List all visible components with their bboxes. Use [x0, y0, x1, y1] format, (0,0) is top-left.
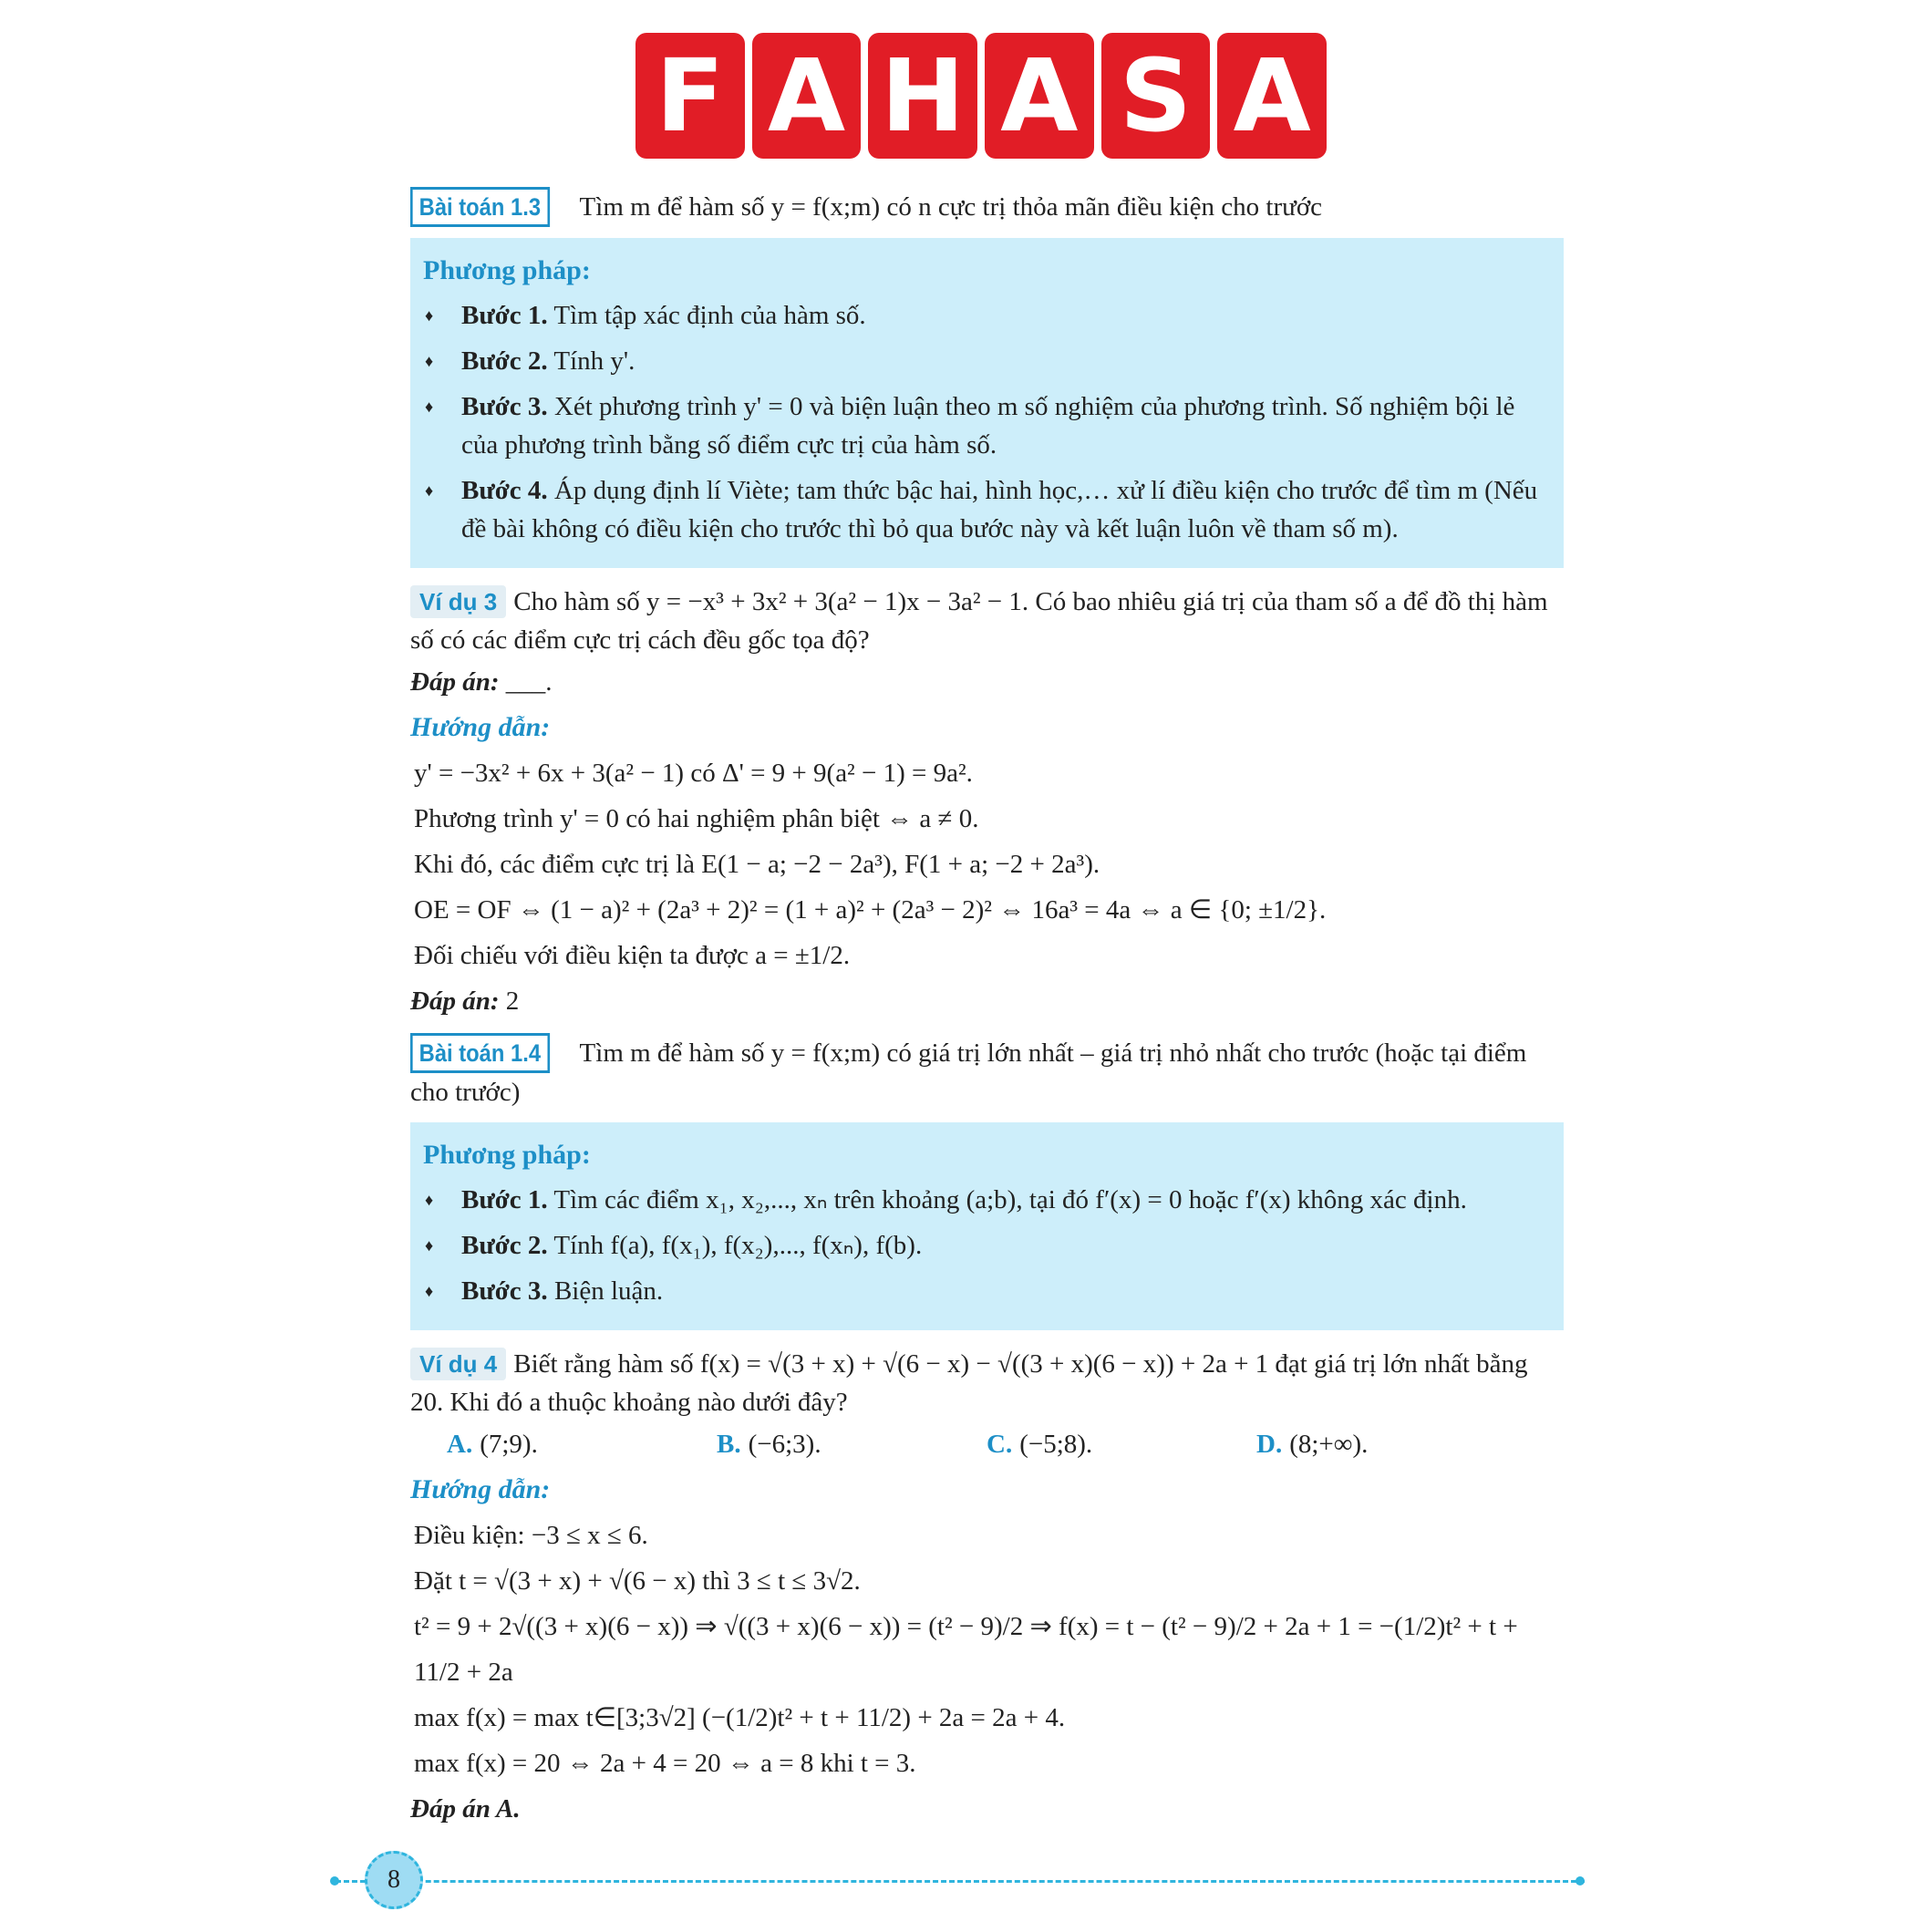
method-step	[423, 1181, 1551, 1219]
solution-line: Đối chiếu với điều kiện ta được a = ±1/2.	[414, 941, 851, 970]
problem-title: Tìm m để hàm số y = f(x;m) có n cực trị thỏa mãn điều kiện cho trước	[579, 192, 1323, 222]
choice-letter: D.	[1256, 1430, 1283, 1459]
step-text: Áp dụng định lí Viète; tam thức bậc hai, hình học,… xử lí điều kiện cho trước để tìm m (Nếu đề bài không có điều kiện cho trước thì bỏ qua bước này và kết luận luôn về tham số m).	[461, 476, 1538, 543]
choice-letter: C.	[987, 1430, 1013, 1459]
solution-line: Đặt t = √(3 + x) + √(6 − x) thì 3 ≤ t ≤ 3√2.	[414, 1566, 861, 1596]
step-label: Bước 2.	[461, 346, 548, 376]
method-step	[423, 342, 1551, 380]
logo-letter: F	[635, 33, 745, 159]
problem-title: Tìm m để hàm số y = f(x;m) có giá trị lớn nhất – giá trị nhỏ nhất cho trước (hoặc tại điểm cho trước)	[410, 1038, 1527, 1107]
logo-letter: H	[868, 33, 977, 159]
choice-letter: A.	[447, 1430, 473, 1459]
solution-line: Khi đó, các điểm cực trị là E(1 − a; −2 − 2a³), F(1 + a; −2 + 2a³).	[414, 850, 1100, 879]
step-text: Tính f(a), f(x₁), f(x₂),..., f(xₙ), f(b).	[547, 1231, 923, 1260]
solution-line: Phương trình y' = 0 có hai nghiệm phân biệt ⇔ a ≠ 0.	[414, 804, 979, 833]
guide-label: Hướng dẫn:	[410, 712, 551, 742]
page-number: 8	[365, 1851, 423, 1909]
answer-line	[410, 659, 1564, 705]
problem-tag: Bài toán 1.3	[410, 187, 550, 227]
choice-letter: B.	[717, 1430, 741, 1459]
logo-letter: A	[752, 33, 862, 159]
guide-label: Hướng dẫn:	[410, 1474, 551, 1504]
logo-letter: S	[1101, 33, 1211, 159]
step-label: Bước 3.	[461, 392, 548, 421]
example-3-question	[410, 583, 1564, 659]
solution-line: max f(x) = 20 ⇔ 2a + 4 = 20 ⇔ a = 8 khi t = 3.	[414, 1749, 916, 1778]
fahasa-logo	[635, 33, 1327, 159]
answer-label: Đáp án:	[410, 667, 500, 697]
answer-label: Đáp án:	[410, 987, 500, 1016]
diamond-bullet-icon: ♦	[425, 306, 434, 325]
divider-dot-icon	[1576, 1876, 1585, 1886]
page-content	[410, 187, 1564, 1832]
final-answer: Đáp án A.	[410, 1794, 521, 1824]
step-label: Bước 1.	[461, 301, 548, 330]
example-tag: Ví dụ 3	[410, 585, 506, 618]
choice-value: (−5;8).	[1019, 1430, 1093, 1459]
diamond-bullet-icon: ♦	[425, 398, 434, 416]
method-step	[423, 296, 1551, 335]
diamond-bullet-icon: ♦	[425, 1236, 434, 1255]
solution-line: max f(x) = max t∈[3;3√2] (−(1/2)t² + t + 11/2) + 2a = 2a + 4.	[414, 1703, 1066, 1732]
diamond-bullet-icon: ♦	[425, 481, 434, 500]
method-step	[423, 1272, 1551, 1310]
step-text: Tìm tập xác định của hàm số.	[547, 301, 866, 330]
problem-1-3-heading	[410, 187, 1564, 227]
choice-d[interactable]	[1256, 1421, 1526, 1467]
answer-blank: ___.	[499, 667, 553, 697]
step-label: Bước 2.	[461, 1231, 548, 1260]
diamond-bullet-icon: ♦	[425, 352, 434, 370]
method-title: Phương pháp:	[423, 255, 591, 285]
example-4-question	[410, 1345, 1564, 1421]
diamond-bullet-icon: ♦	[425, 1282, 434, 1300]
method-step	[423, 1226, 1551, 1265]
step-label: Bước 4.	[461, 476, 548, 505]
choice-c[interactable]	[987, 1421, 1256, 1467]
choice-b[interactable]	[717, 1421, 987, 1467]
question-text: Biết rằng hàm số f(x) = √(3 + x) + √(6 − x) − √((3 + x)(6 − x)) + 2a + 1 đạt giá trị lớn nhất bằng 20. Khi đó a thuộc khoảng nào dưới đây?	[410, 1349, 1528, 1417]
method-title: Phương pháp:	[423, 1140, 591, 1170]
method-box	[410, 1122, 1564, 1330]
problem-tag: Bài toán 1.4	[410, 1033, 550, 1073]
choice-value: (8;+∞).	[1289, 1430, 1369, 1459]
logo-letter: A	[1217, 33, 1327, 159]
step-label: Bước 3.	[461, 1276, 548, 1306]
example-tag: Ví dụ 4	[410, 1348, 506, 1380]
choice-value: (−6;3).	[748, 1430, 821, 1459]
solution-line: y' = −3x² + 6x + 3(a² − 1) có Δ' = 9 + 9(a² − 1) = 9a².	[414, 759, 973, 788]
solution-line: t² = 9 + 2√((3 + x)(6 − x)) ⇒ √((3 + x)(6 − x)) = (t² − 9)/2 ⇒ f(x) = t − (t² − 9)/2 + 2a + 1 = −(1/2)t² + t + 11/2 + 2a	[414, 1612, 1518, 1687]
final-answer	[410, 978, 1564, 1024]
step-text: Xét phương trình y' = 0 và biện luận theo m số nghiệm của phương trình. Số nghiệm bội lẻ của phương trình bằng số điểm cực trị của hàm số.	[461, 392, 1515, 460]
solution-line: OE = OF ⇔ (1 − a)² + (2a³ + 2)² = (1 + a)² + (2a³ − 2)² ⇔ 16a³ = 4a ⇔ a ∈ {0; ±1/2}.	[414, 895, 1327, 925]
diamond-bullet-icon: ♦	[425, 1191, 434, 1209]
step-label: Bước 1.	[461, 1185, 548, 1214]
step-text: Biện luận.	[547, 1276, 664, 1306]
solution-line: Điều kiện: −3 ≤ x ≤ 6.	[414, 1521, 648, 1550]
logo-letter: A	[985, 33, 1094, 159]
answer-choices	[410, 1421, 1564, 1467]
problem-1-4-heading	[410, 1033, 1564, 1111]
answer-value: 2	[499, 987, 520, 1016]
step-text: Tìm các điểm x₁, x₂,..., xₙ trên khoảng (a;b), tại đó f′(x) = 0 hoặc f′(x) không xác định.	[547, 1185, 1467, 1214]
divider-dot-icon	[330, 1876, 339, 1886]
choice-a[interactable]	[447, 1421, 717, 1467]
footer-divider	[336, 1880, 1585, 1883]
step-text: Tính y'.	[547, 346, 635, 376]
method-box	[410, 238, 1564, 568]
question-text: Cho hàm số y = −x³ + 3x² + 3(a² − 1)x − 3a² − 1. Có bao nhiêu giá trị của tham số a để đồ thị hàm số có các điểm cực trị cách đều gốc tọa độ?	[410, 587, 1548, 655]
choice-value: (7;9).	[480, 1430, 538, 1459]
method-step	[423, 471, 1551, 548]
method-step	[423, 387, 1551, 464]
